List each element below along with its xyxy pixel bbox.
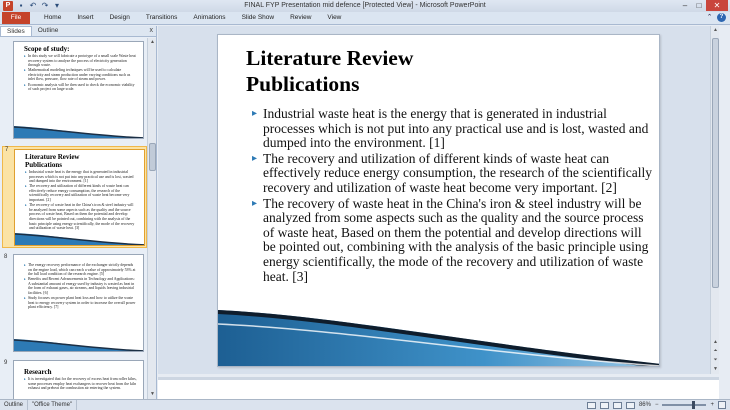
tab-slides[interactable]: Slides: [0, 26, 32, 36]
window-title: FINAL FYP Presentation mid defence [Protected View] - Microsoft PowerPoint: [244, 2, 486, 9]
slides-pane: [0, 26, 157, 399]
tab-insert[interactable]: Insert: [77, 14, 94, 21]
tab-home[interactable]: Home: [44, 14, 62, 21]
tab-review[interactable]: Review: [290, 14, 312, 21]
status-bar: [0, 399, 730, 410]
slide-number: 7: [5, 147, 9, 153]
scrollbar-thumb[interactable]: [149, 143, 156, 171]
tab-animations[interactable]: Animations: [193, 14, 226, 21]
slide-thumbnail-8[interactable]: [2, 254, 147, 354]
slide-thumbnail-7[interactable]: [2, 146, 147, 248]
slide-bullet: ▸ The recovery and utilization of different kinds of waste heat can effectively reduce energy consumption, the research of the scientifically recovery and utilization of waste heat become very important. [2]: [252, 152, 652, 196]
notes-pane[interactable]: [158, 377, 719, 399]
thumbnail-bullet: ▸ In this study we will fabricate a prototype of a small scale Waste heat recovery system to analyze the process of electricity generation through waste.: [24, 54, 137, 68]
redo-icon[interactable]: ↷: [41, 1, 49, 10]
normal-view-icon[interactable]: [587, 402, 596, 409]
next-slide-icon[interactable]: ⏷: [713, 357, 718, 363]
reading-view-icon[interactable]: [613, 402, 622, 409]
thumbnail-title: Research: [24, 368, 52, 376]
slide-number: 9: [4, 360, 8, 366]
minimize-button[interactable]: –: [682, 1, 688, 10]
minimize-ribbon-icon[interactable]: ⌃: [706, 14, 713, 21]
thumbnail-preview: [14, 149, 145, 246]
slide-thumbnail-9[interactable]: [2, 360, 147, 399]
thumbnail-bullet: ▸ Industrial waste heat is the energy that is generated in industrial processes which is not put into any practical use and is lost, wasted and dumped into the environment. [1]: [25, 170, 138, 184]
thumbnail-bullet: ▸ It is investigated that for the recovery of excess heat from roller kilns, some processes employ heat exchangers to recover heat from the kiln exhaust and preheat the combustion air entering the system.: [24, 377, 137, 391]
slide-title-line-1: Literature Review: [246, 46, 414, 70]
slide-title[interactable]: [246, 45, 413, 97]
thumbnail-bullet: ▸ Economic analysis will be then used to check the economic viability of such project on large scale.: [24, 83, 137, 92]
fit-slide-icon[interactable]: [718, 401, 726, 409]
zoom-out-button[interactable]: −: [654, 402, 659, 408]
scrollbar-thumb[interactable]: [712, 38, 719, 288]
tab-outline[interactable]: Outline: [37, 27, 59, 34]
close-button[interactable]: ✕: [706, 0, 728, 11]
zoom-in-button[interactable]: +: [710, 402, 714, 408]
zoom-level[interactable]: 86%: [638, 402, 651, 408]
slide-scrollbar[interactable]: [710, 26, 719, 374]
thumbnail-bullets: [15, 170, 144, 231]
current-slide[interactable]: [217, 34, 660, 367]
save-icon[interactable]: ▪: [19, 1, 23, 10]
thumbnails-scrollbar[interactable]: [147, 38, 156, 399]
pane-tabs: [0, 26, 156, 37]
thumbnail-bullets: [14, 54, 143, 92]
slide-thumbnails: [0, 38, 147, 399]
undo-icon[interactable]: ↶: [29, 1, 37, 10]
thumbnail-decoration: [14, 124, 144, 138]
window-controls: [678, 0, 728, 12]
scroll-up-icon[interactable]: ▲: [713, 339, 718, 345]
title-bar: [0, 0, 730, 12]
slide-sorter-view-icon[interactable]: [600, 402, 609, 409]
thumbnail-decoration: [14, 337, 144, 351]
slide-show-view-icon[interactable]: [626, 402, 635, 409]
slide-thumbnail-6[interactable]: [2, 41, 147, 141]
ribbon-right-controls: [705, 13, 726, 23]
slide-bullet: ▸ Industrial waste heat is the energy that is generated in industrial processes which is not put into any practical use and is lost, wasted and dumped into the environment. [1]: [252, 107, 652, 151]
tab-view[interactable]: View: [327, 14, 342, 21]
slide-content[interactable]: [252, 107, 652, 285]
slide-number: 8: [4, 254, 8, 260]
scroll-down-icon[interactable]: ▼: [150, 391, 155, 397]
thumbnail-decoration: [15, 231, 145, 245]
tab-slide-show[interactable]: Slide Show: [241, 14, 275, 21]
scroll-up-icon[interactable]: ▲: [713, 27, 718, 33]
close-pane-icon[interactable]: x: [149, 27, 153, 34]
slide-decoration: [218, 304, 660, 366]
powerpoint-app-icon[interactable]: P: [3, 1, 13, 11]
zoom-slider[interactable]: [662, 404, 706, 406]
tab-transitions[interactable]: Transitions: [145, 14, 178, 21]
thumbnail-bullet: ▸ Study focuses on power plant heat loss and how to utilize the waste heat to energy recovery system in order to increase the overall power plant efficiency. [7]: [24, 296, 137, 310]
thumbnail-bullet: ▸ The recovery and utilization of different kinds of waste heat can effectively reduce energy consumption, the research of the scientifically recovery and utilization of waste heat become very important. [2]: [25, 184, 138, 202]
thumbnail-title: Scope of study:: [24, 45, 70, 53]
thumbnail-bullet: ▸ The recovery of waste heat in the China's iron & steel industry will be analyzed from some aspects such as the quality and the source process of waste heat, Based on them the potential and develop directions will be pointed out, combining with the analysis of the basic principle using energy scientifically, the mode of the recovery and utilization of waste heat. [3]: [25, 203, 138, 231]
zoom-slider-knob[interactable]: [692, 401, 695, 409]
tab-file[interactable]: File: [2, 12, 30, 24]
scroll-down-icon[interactable]: ▼: [713, 366, 718, 372]
help-icon[interactable]: ?: [717, 13, 726, 22]
thumbnail-preview: [13, 254, 144, 352]
slide-title-line-2: Publications: [246, 72, 360, 96]
thumbnail-bullet: ▸ Mathematical modeling techniques will be used to calculate electricity and steam production under varying conditions such as inlet flow, pressure, flow rate of steam and power.: [24, 68, 137, 82]
maximize-button[interactable]: □: [696, 1, 702, 10]
status-view-label: Outline: [0, 400, 28, 410]
thumbnail-preview: [13, 360, 144, 399]
thumbnail-title: Literature Review Publications: [25, 153, 80, 169]
slide-bullet: ▸ The recovery of waste heat in the China's iron & steel industry will be analyzed from some aspects such as the quality and the source process of waste heat, Based on them the potential and develop directions will be pointed out, combining with the analysis of the basic principle using energy scientifically, the mode of the recovery and utilization of waste heat. [3]: [252, 197, 652, 285]
previous-slide-icon[interactable]: ⏶: [713, 348, 718, 354]
tab-design[interactable]: Design: [109, 14, 130, 21]
scroll-up-icon[interactable]: ▲: [150, 39, 155, 45]
slide-editing-area: [158, 26, 718, 374]
chevron-down-icon[interactable]: ▾: [54, 1, 59, 10]
thumbnail-preview: [13, 41, 144, 139]
status-theme-label: "Office Theme": [28, 400, 77, 410]
status-right-controls: [587, 400, 726, 410]
ribbon-tabs: [0, 12, 730, 25]
thumbnail-bullet: ▸ Benefits and Recent Advancements in Technology and Applications: A substantial amount of energy used by industry is wasted as heat in the form of exhaust gases, air streams, and liquids leaving industrial facilities. [6]: [24, 277, 137, 295]
thumbnail-bullets: [14, 377, 143, 391]
thumbnail-bullet: ▸ The energy recovery performance of the exchanger strictly depends on the engine load, which can reach a value of approximately 53% at the full load condition of the research engine. [5]: [24, 263, 137, 277]
thumbnail-bullets: [14, 263, 143, 310]
